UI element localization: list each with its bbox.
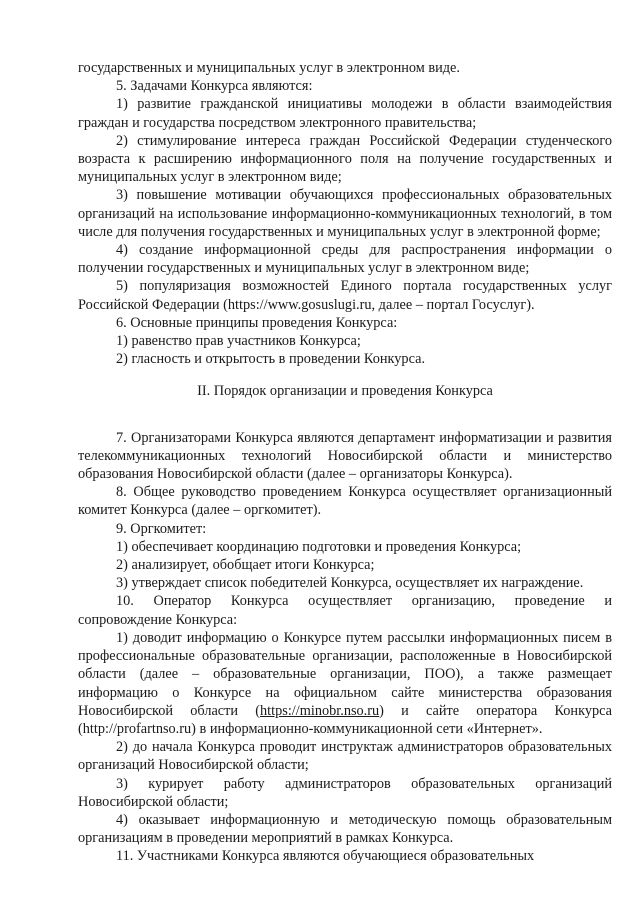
paragraph-principle-2: 2) гласность и открытость в проведении Конкурса. (116, 351, 426, 368)
paragraph-operator-1-text-b: ) и сайте оператора Конкурса (http://profartnso.ru) в информационно-коммуникационной сети «Интернет». (78, 702, 612, 737)
minobr-link[interactable]: https://minobr.nso.ru (260, 702, 380, 719)
paragraph-management: 8. Общее руководство проведением Конкурса осуществляет организационный комитет Конкурса (далее – оргкомитет). (78, 484, 612, 519)
paragraph-principles-heading: 6. Основные принципы проведения Конкурса: (116, 314, 398, 331)
paragraph-operator-4: 4) оказывает информационную и методическую помощь образовательным организациям в проведении мероприятий в рамках Конкурса. (78, 811, 612, 847)
paragraph-task-5: 5) популяризация возможностей Единого портала государственных услуг Российской Федерации (https://www.gosuslugi.ru, далее – портал Госуслуг). (78, 278, 612, 313)
section-heading: II. Порядок организации и проведения Конкурса (197, 383, 493, 400)
paragraph-organizers: 7. Организаторами Конкурса являются департамент информатизации и развития телекоммуникационных технологий Новосибирской области и министерство образования Новосибирской области (далее – организаторы Конкурса). (78, 429, 612, 483)
paragraph-task-3: 3) повышение мотивации обучающихся профессиональных образовательных организаций на использование информационно-коммуникационных технологий, в том числе для получения государственных и муниципальных услуг в электронной форме; (78, 187, 612, 240)
paragraph-continuation: государственных и муниципальных услуг в электронном виде. (78, 60, 460, 76)
paragraph-participants: 11. Участниками Конкурса являются обучающиеся образовательных (116, 848, 535, 865)
paragraph-committee-heading: 9. Оргкомитет: (116, 520, 207, 537)
paragraph-operator-1 (78, 629, 612, 738)
paragraph-principle-1: 1) равенство прав участников Конкурса; (116, 333, 361, 350)
paragraph-operator-2: 2) до начала Конкурса проводит инструктаж администраторов образовательных организаций Новосибирской области; (78, 739, 612, 774)
paragraph-committee-1: 1) обеспечивает координацию подготовки и проведения Конкурса; (116, 538, 522, 555)
paragraph-operator-3: 3) курирует работу администраторов образовательных организаций Новосибирской области; (78, 775, 612, 810)
paragraph-task-2: 2) стимулирование интереса граждан Российской Федерации студенческого возраста к расширению информационного поля на получение государственных и муниципальных услуг в электронном виде; (78, 132, 612, 186)
paragraph-task-4: 4) создание информационной среды для распространения информации о получении государственных и муниципальных услуг в электронном виде; (78, 242, 612, 277)
paragraph-task-1: 1) развитие гражданской инициативы молодежи в области взаимодействия граждан и государства посредством электронного правительства; (78, 96, 612, 131)
paragraph-operator-1-text-a: 1) доводит информацию о Конкурсе путем рассылки информационных писем в профессиональные образовательные организации, расположенные в Новосибирской области (далее – образовательные организации, ПОО), а также размещает информацию о Конкурсе на официальном сайте министерства образования Новосибирской области ( (78, 629, 612, 719)
paragraph-tasks-heading: 5. Задачами Конкурса являются: (116, 78, 313, 95)
paragraph-committee-2: 2) анализирует, обобщает итоги Конкурса; (116, 557, 375, 574)
paragraph-committee-3: 3) утверждает список победителей Конкурса, осуществляет их награждение. (116, 575, 584, 592)
paragraph-operator-heading: 10. Оператор Конкурса осуществляет организацию, проведение и сопровождение Конкурса: (78, 593, 612, 628)
